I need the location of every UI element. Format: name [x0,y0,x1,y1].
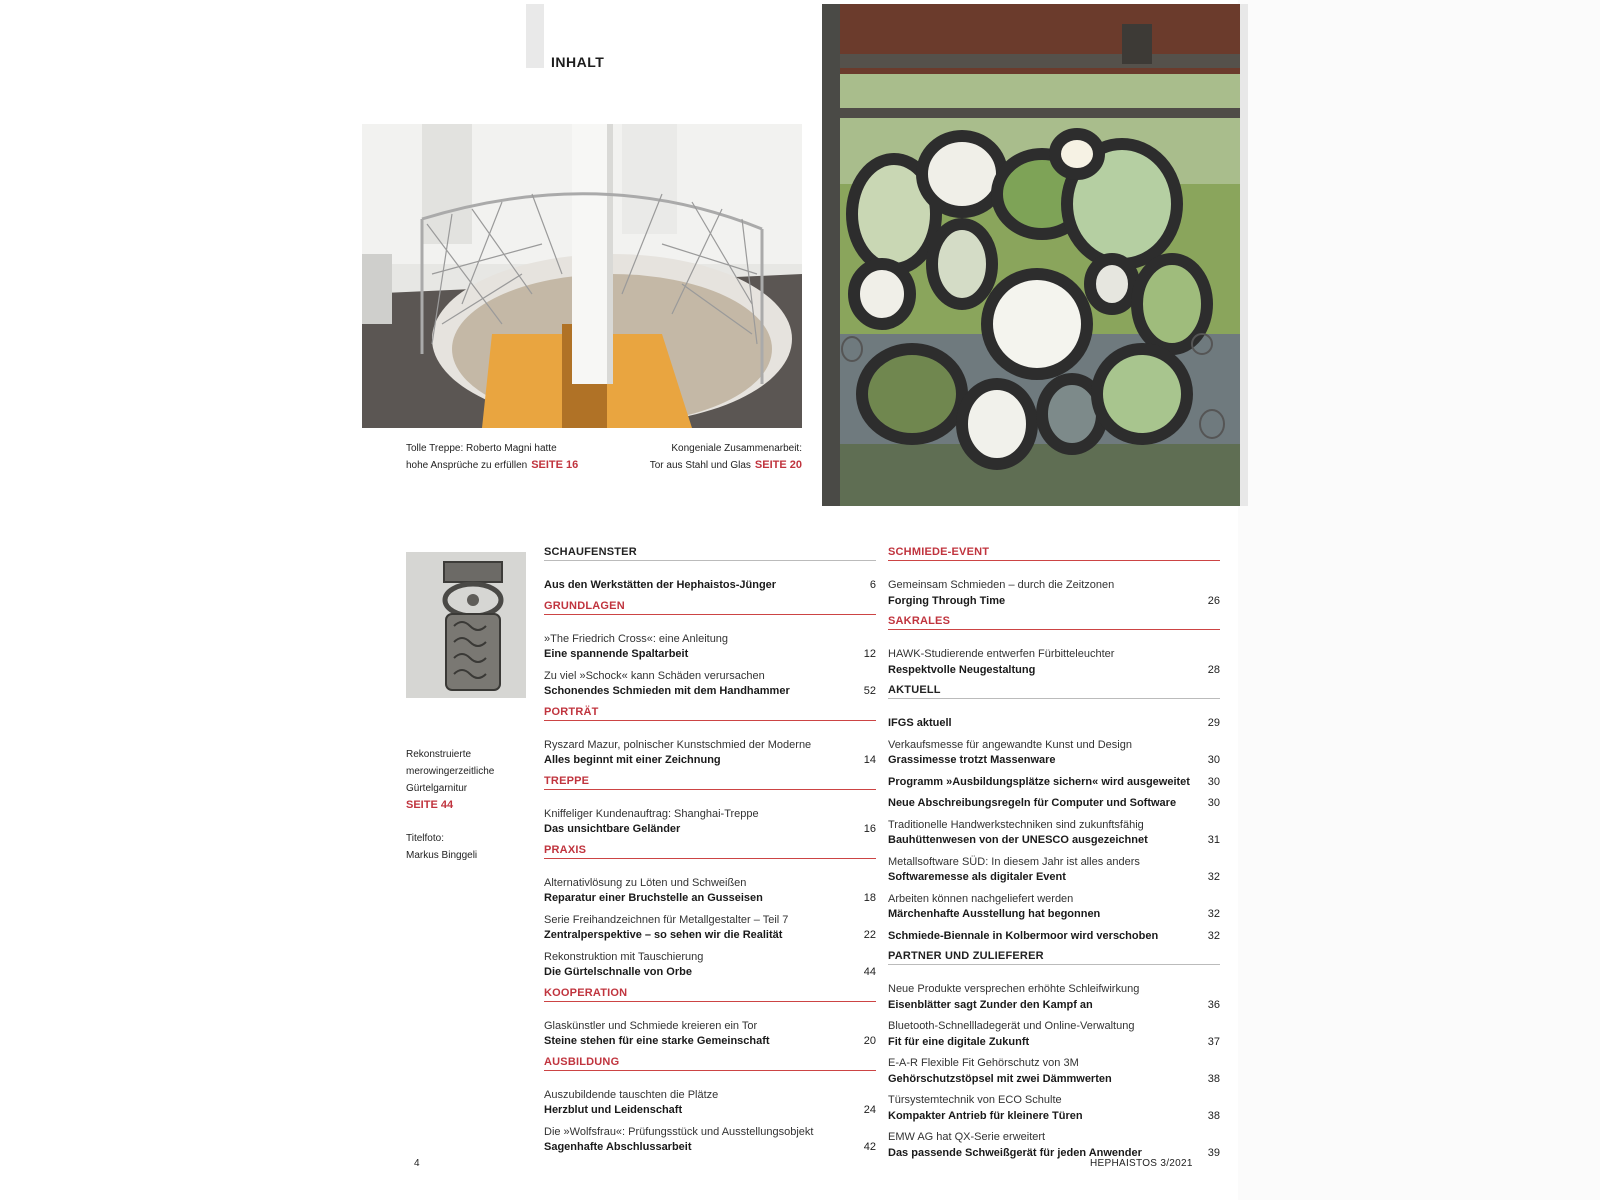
toc-entry-title: Die Gürtelschnalle von Orbe [544,966,692,978]
toc-entry[interactable] [888,796,1220,812]
page-reference: SEITE 20 [754,459,802,471]
toc-entry-title: Eisenblätter sagt Zunder den Kampf an [888,998,1093,1011]
toc-entry-title: Kompakter Antrieb für kleinere Türen [888,1109,1083,1122]
buckle-photo [406,552,526,698]
toc-entry[interactable] [544,669,876,700]
toc-section-heading: TREPPE [544,775,876,790]
toc-entry[interactable] [888,1130,1220,1161]
title-accent-bar [526,4,544,68]
toc-entry-page: 30 [1207,754,1220,766]
toc-entry-kicker: E-A-R Flexible Fit Gehörschutz von 3M [888,1057,1079,1069]
cover-credit-label: Titelfoto: [406,833,444,844]
toc-entry-title: Respektvolle Neugestaltung [888,663,1036,676]
toc-entry[interactable] [888,716,1220,732]
toc-entry[interactable] [888,1019,1220,1050]
toc-entry-title: Schonendes Schmieden mit dem Handhammer [544,685,790,697]
toc-entry-title: Steine stehen für eine starke Gemeinschaft [544,1035,770,1047]
toc-entry-page: 42 [863,1141,876,1153]
toc-entry-page: 32 [1207,871,1220,883]
toc-entry-kicker: Alternativlösung zu Löten und Schweißen [544,876,747,889]
toc-entry[interactable] [544,738,876,769]
page-reference: SEITE 16 [531,459,579,471]
toc-entry-page: 32 [1207,929,1220,942]
cover-credit-name: Markus Binggeli [406,850,478,861]
toc-entry-kicker: HAWK-Studierende entwerfen Fürbitteleuchter [888,648,1115,660]
toc-entry[interactable] [544,578,876,594]
toc-section-heading: SAKRALES [888,615,1220,630]
toc-section-heading: KOOPERATION [544,987,876,1002]
toc-entry[interactable] [544,1088,876,1119]
toc-entry-title: Das passende Schweißgerät für jeden Anwender [888,1146,1142,1159]
toc-entry-title: Programm »Ausbildungsplätze sichern« wird ausgeweitet [888,775,1190,788]
toc-entry-kicker: Die »Wolfsfrau«: Prüfungsstück und Ausstellungsobjekt [544,1125,814,1138]
caption-line: Rekonstruierte [406,749,472,760]
toc-entry-title: Softwaremesse als digitaler Event [888,871,1066,883]
toc-section-heading: GRUNDLAGEN [544,600,876,615]
caption-line: Tolle Treppe: Roberto Magni hatte [406,443,557,454]
toc-entry-page: 26 [1207,594,1220,607]
toc-entry-title: Sagenhafte Abschlussarbeit [544,1141,692,1153]
toc-section-heading: AKTUELL [888,684,1220,699]
toc-entry-title: Märchenhafte Ausstellung hat begonnen [888,908,1101,920]
toc-entry-kicker: Gemeinsam Schmieden – durch die Zeitzonen [888,579,1115,591]
toc-entry-kicker: Auszubildende tauschten die Plätze [544,1088,719,1101]
toc-entry-title: Grassimesse trotzt Massenware [888,754,1056,766]
toc-entry[interactable] [544,632,876,663]
cover-credit [406,830,477,864]
toc-entry-title: Das unsichtbare Geländer [544,823,681,835]
toc-entry-kicker: Bluetooth-Schnellladegerät und Online-Verwaltung [888,1020,1135,1032]
gate-photo [822,4,1248,506]
toc-entry[interactable] [888,929,1220,945]
toc-entry-page: 37 [1207,1035,1220,1048]
toc-entry-page: 18 [863,892,876,904]
toc-section-heading: PORTRÄT [544,706,876,721]
toc-entry-page: 52 [863,685,876,697]
toc-entry-page: 24 [863,1104,876,1116]
toc-entry-page: 20 [863,1035,876,1047]
toc-entry-page: 22 [863,929,876,941]
toc-section-heading: SCHMIEDE-EVENT [888,546,1220,561]
toc-entry[interactable] [544,876,876,907]
toc-entry-kicker: Verkaufsmesse für angewandte Kunst und Design [888,738,1132,751]
toc-entry-kicker: Rekonstruktion mit Tauschierung [544,950,704,963]
toc-entry[interactable] [888,738,1220,769]
toc-entry-kicker: Serie Freihandzeichnen für Metallgestalter – Teil 7 [544,913,789,926]
buckle-caption [406,746,494,814]
toc-entry-page: 14 [863,754,876,766]
toc-entry-page: 28 [1207,663,1220,676]
toc-entry[interactable] [544,807,876,838]
toc-entry-page: 6 [869,579,876,591]
toc-entry[interactable] [888,647,1220,678]
toc-entry[interactable] [888,855,1220,886]
toc-entry-title: Schmiede-Biennale in Kolbermoor wird verschoben [888,929,1159,942]
toc-entry[interactable] [888,775,1220,791]
toc-entry-title: Fit für eine digitale Zukunft [888,1035,1030,1048]
toc-entry-kicker: Arbeiten können nachgeliefert werden [888,892,1074,905]
caption-line: hohe Ansprüche zu erfüllen [406,460,528,471]
page-title: INHALT [551,54,605,70]
toc-entry-title: Zentralperspektive – so sehen wir die Realität [544,929,783,941]
caption-line: merowingerzeitliche [406,766,495,777]
toc-entry-title: Reparatur einer Bruchstelle an Gusseisen [544,892,763,904]
toc-entry-page: 38 [1207,1109,1220,1122]
toc-entry-title: Herzblut und Leidenschaft [544,1104,683,1116]
toc-entry[interactable] [888,818,1220,849]
toc-entry[interactable] [888,892,1220,923]
toc-left-column [544,546,876,1162]
staircase-caption [406,440,578,474]
toc-entry-kicker: Traditionelle Handwerkstechniken sind zukunftsfähig [888,818,1144,831]
toc-entry-page: 39 [1207,1146,1220,1159]
toc-entry-kicker: Kniffeliger Kundenauftrag: Shanghai-Treppe [544,807,759,820]
toc-section-heading: AUSBILDUNG [544,1056,876,1071]
issue-label: HEPHAISTOS 3/2021 [1090,1158,1193,1169]
toc-entry-kicker: Ryszard Mazur, polnischer Kunstschmied der Moderne [544,738,812,751]
toc-entry[interactable] [888,578,1220,609]
toc-entry-page: 12 [863,648,876,660]
toc-entry-kicker: Zu viel »Schock« kann Schäden verursachen [544,669,765,682]
toc-right-column [888,546,1220,1167]
toc-entry-kicker: Metallsoftware SÜD: In diesem Jahr ist alles anders [888,855,1140,868]
page-number: 4 [414,1158,420,1169]
toc-entry-page: 36 [1207,998,1220,1011]
toc-entry-page: 32 [1207,908,1220,920]
caption-line: Tor aus Stahl und Glas [649,460,751,471]
toc-entry-title: IFGS aktuell [888,717,952,729]
toc-entry-kicker: Türsystemtechnik von ECO Schulte [888,1094,1062,1106]
toc-entry-title: Alles beginnt mit einer Zeichnung [544,754,721,766]
toc-section-heading: PRAXIS [544,844,876,859]
toc-entry[interactable] [544,950,876,981]
toc-entry-page: 38 [1207,1072,1220,1085]
caption-line: Kongeniale Zusammenarbeit: [671,443,802,454]
toc-entry-title: Bauhüttenwesen von der UNESCO ausgezeichnet [888,834,1148,846]
toc-entry-page: 29 [1207,717,1220,729]
staircase-photo [362,124,802,428]
toc-entry-title: Forging Through Time [888,594,1006,607]
caption-line: Gürtelgarnitur [406,783,468,794]
toc-entry-title: Neue Abschreibungsregeln für Computer und Software [888,797,1177,809]
toc-entry-title: Eine spannende Spaltarbeit [544,648,689,660]
toc-entry[interactable] [888,982,1220,1013]
toc-entry-page: 44 [863,966,876,978]
toc-entry[interactable] [544,913,876,944]
toc-entry-kicker: »The Friedrich Cross«: eine Anleitung [544,632,729,645]
toc-entry-title: Gehörschutzstöpsel mit zwei Dämmwerten [888,1072,1112,1085]
toc-entry-title: Aus den Werkstätten der Hephaistos-Jünger [544,579,777,591]
toc-section-heading: SCHAUFENSTER [544,546,876,561]
toc-entry-kicker: EMW AG hat QX-Serie erweitert [888,1131,1046,1143]
page-edge-shade [1238,0,1600,1200]
toc-entry-page: 30 [1207,797,1220,809]
toc-entry[interactable] [544,1019,876,1050]
gate-caption [620,440,802,474]
toc-entry[interactable] [888,1056,1220,1087]
toc-entry[interactable] [888,1093,1220,1124]
toc-entry-kicker: Neue Produkte versprechen erhöhte Schleifwirkung [888,983,1140,995]
toc-entry[interactable] [544,1125,876,1156]
toc-entry-page: 31 [1207,834,1220,846]
toc-section-heading: PARTNER UND ZULIEFERER [888,950,1220,965]
toc-entry-kicker: Glaskünstler und Schmiede kreieren ein Tor [544,1019,758,1032]
toc-entry-page: 30 [1207,775,1220,788]
page-reference: SEITE 44 [406,799,454,811]
toc-entry-page: 16 [863,823,876,835]
